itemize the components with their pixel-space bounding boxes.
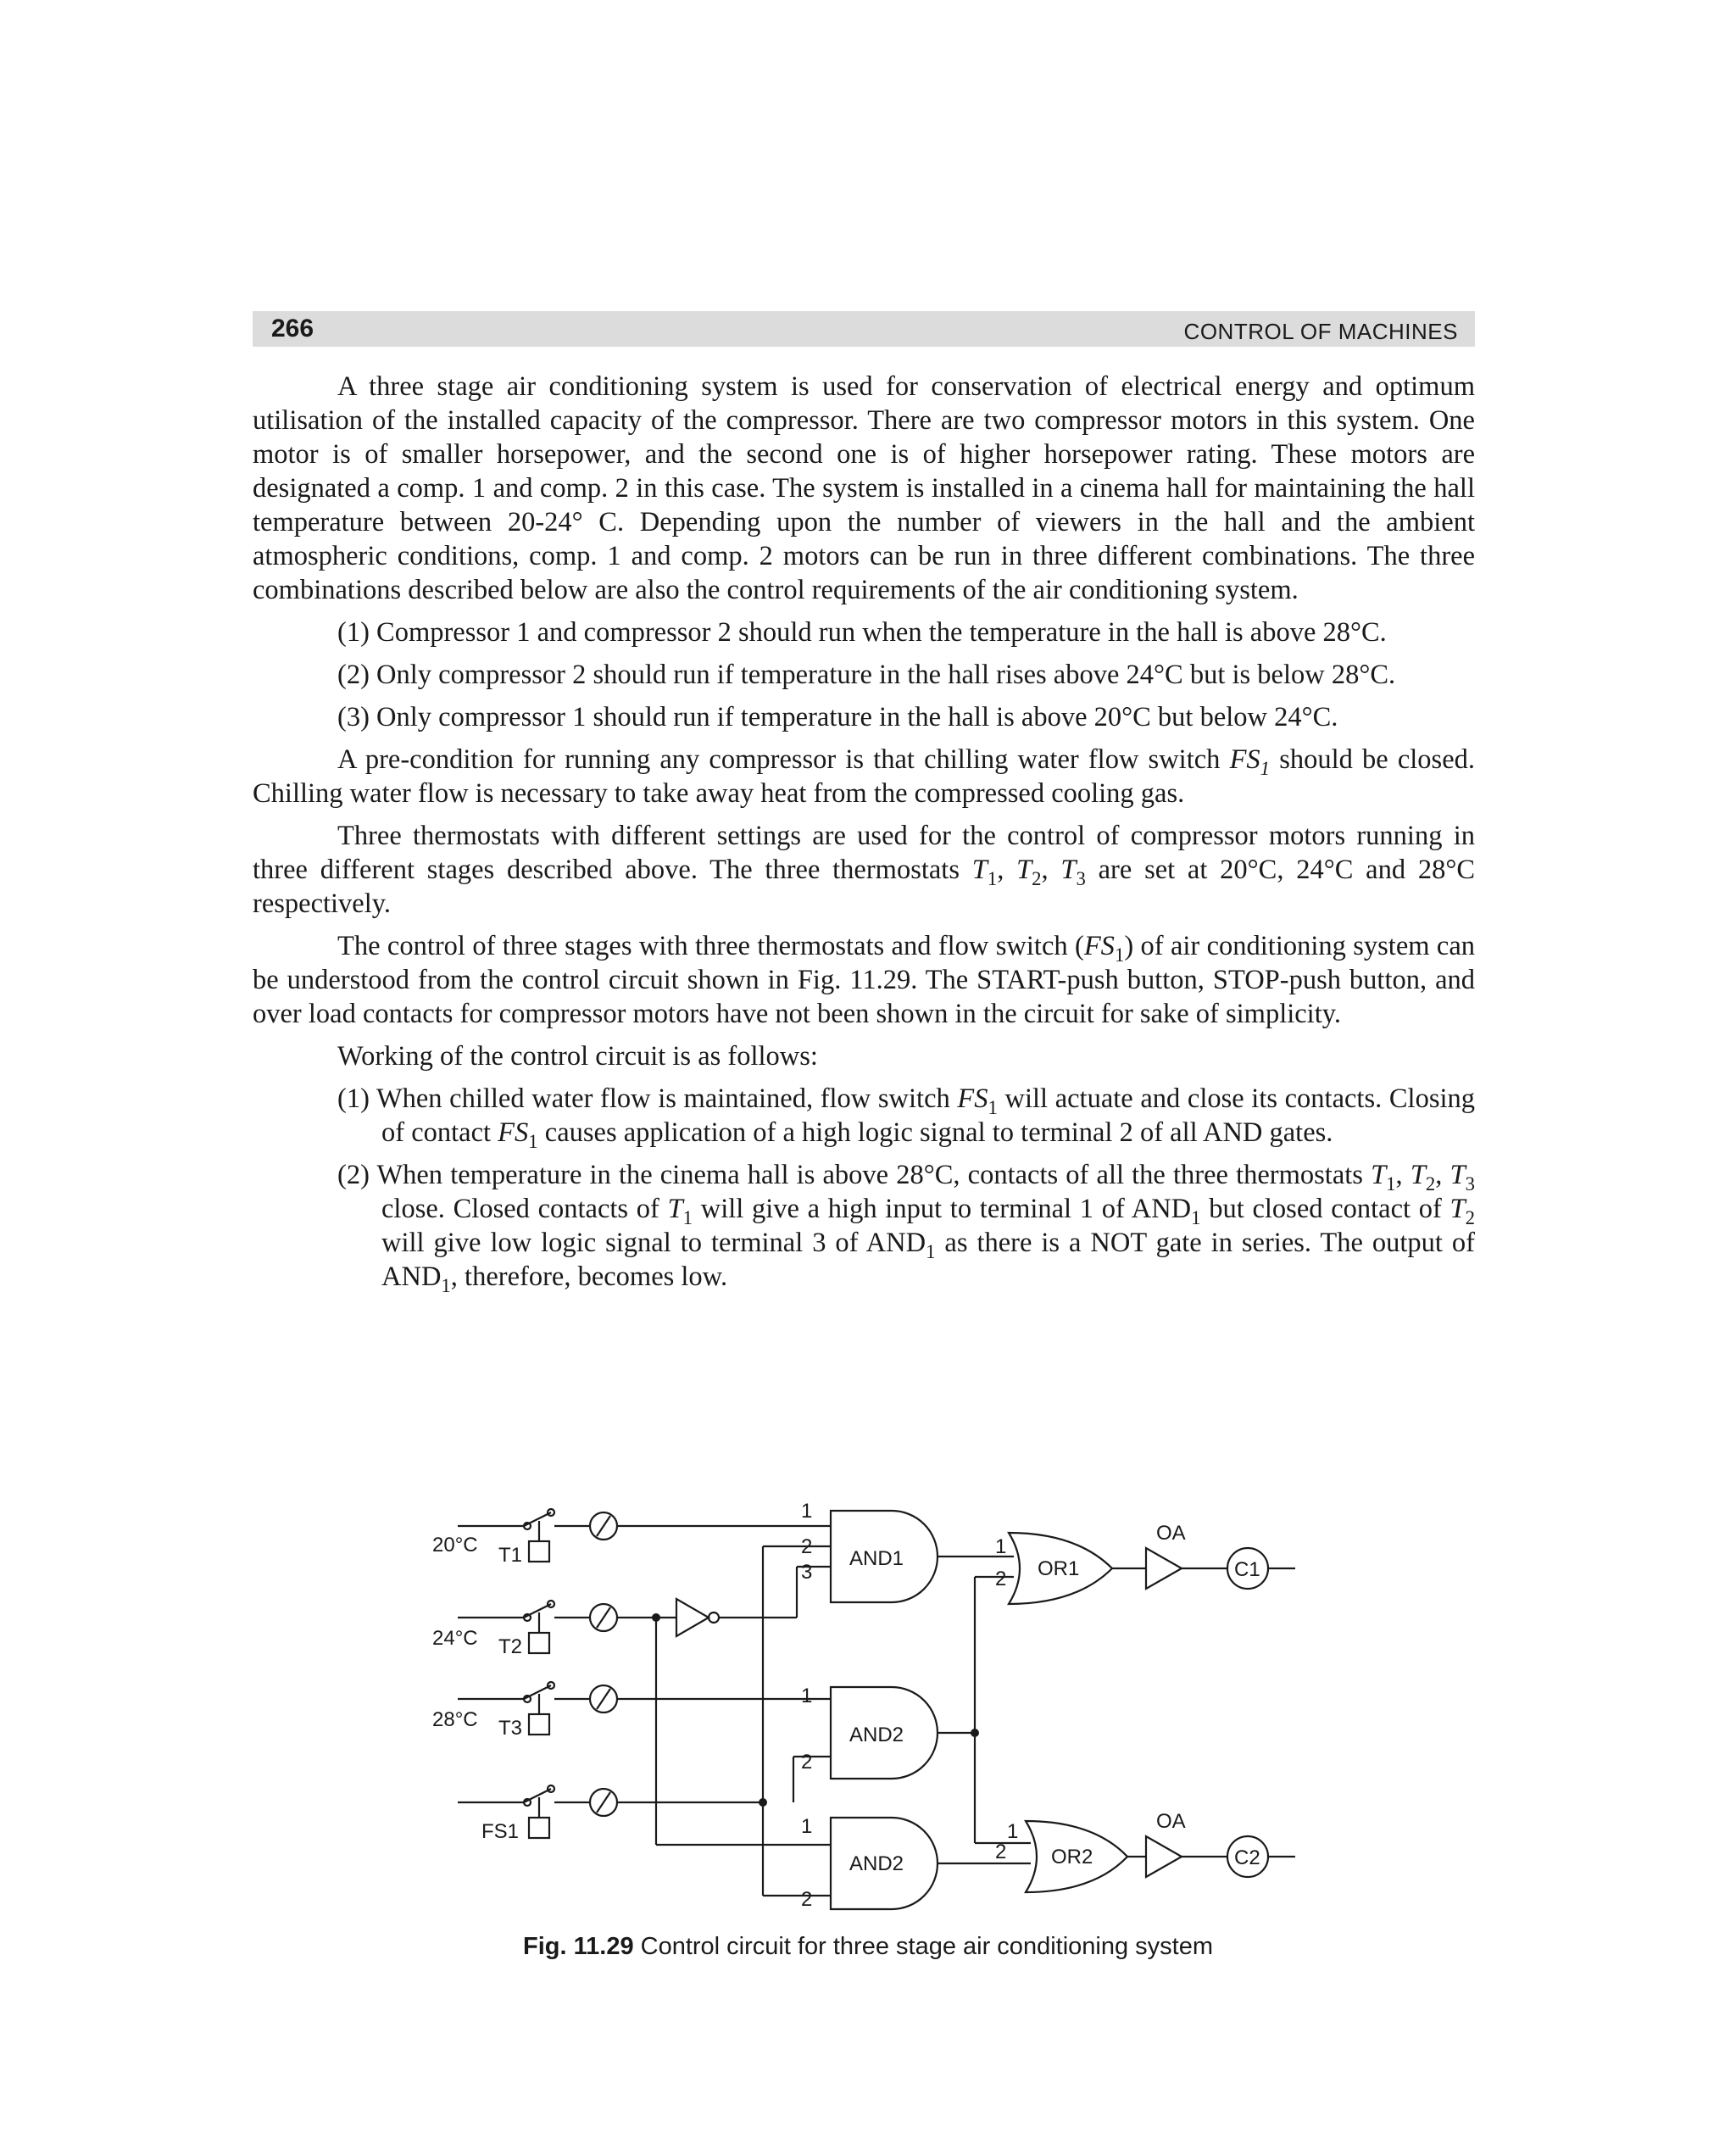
figure-caption	[0, 1933, 1736, 1961]
gate-label: OR1	[1038, 1557, 1080, 1580]
amplifier-label: OA	[1156, 1522, 1186, 1545]
svg-text:2: 2	[801, 1751, 813, 1774]
flow-switch-label: FS1	[481, 1820, 520, 1843]
gate-label: AND2	[849, 1852, 904, 1875]
svg-text:1: 1	[801, 1685, 813, 1707]
gate-label: AND1	[849, 1547, 904, 1570]
circuit-diagram	[415, 1494, 1331, 1969]
gate-label: OR2	[1051, 1846, 1093, 1868]
caption-text: Control circuit for three stage air conditioning system	[640, 1933, 1213, 1960]
page-header	[253, 311, 1475, 347]
body-text	[253, 370, 1475, 1294]
svg-text:1: 1	[801, 1500, 813, 1523]
paragraph: Three thermostats with different settings are used for the control of compressor motors running in three different stages described above. The three thermostats $T_1$, $T_2$, $T_3$ are set at 20°C, 24°C and 28°C respectively.	[253, 821, 1475, 919]
running-head: CONTROL OF MACHINES	[1183, 319, 1458, 344]
thermostat-label: T2	[498, 1635, 523, 1658]
svg-text:1: 1	[995, 1535, 1007, 1558]
requirement-item: (2) Only compressor 2 should run if temperature in the hall rises above 24°C but is below 28°C.	[337, 660, 1396, 690]
working-item: (1) When chilled water flow is maintained, flow switch $FS_1$ will actuate and close its contacts. Closing of contact $FS_1$ causes application of a high logic signal to terminal 2 of all AND gates.	[337, 1083, 1476, 1152]
caption-label: Fig. 11.29	[523, 1933, 634, 1960]
svg-text:3: 3	[801, 1561, 813, 1584]
amplifier-label: OA	[1156, 1810, 1186, 1833]
paragraph: A pre-condition for running any compressor is that chilling water flow switch $FS_1$ should be closed. Chilling water flow is necessary to take away heat from the compressed cooling gas.	[253, 744, 1475, 809]
svg-text:2: 2	[801, 1888, 813, 1911]
temp-label: 24°C	[432, 1627, 478, 1650]
svg-text:2: 2	[995, 1841, 1007, 1863]
svg-text:1: 1	[801, 1815, 813, 1838]
thermostat-label: T1	[498, 1544, 523, 1567]
requirement-item: (3) Only compressor 1 should run if temperature in the hall is above 20°C but below 24°C.	[337, 702, 1338, 732]
paragraph: Working of the control circuit is as follows:	[337, 1041, 818, 1072]
svg-text:1: 1	[1007, 1820, 1019, 1843]
temp-label: 20°C	[432, 1534, 478, 1557]
control-circuit-figure	[415, 1494, 1331, 1969]
thermostat-label: T3	[498, 1717, 523, 1740]
output-label: C2	[1234, 1846, 1260, 1869]
requirement-item: (1) Compressor 1 and compressor 2 should run when the temperature in the hall is above 28°C.	[337, 617, 1387, 648]
output-label: C1	[1234, 1558, 1260, 1581]
svg-text:2: 2	[995, 1568, 1007, 1590]
page-number: 266	[271, 315, 314, 343]
paragraph: A three stage air conditioning system is used for conservation of electrical energy and optimum utilisation of the installed capacity of the compressor. There are two compressor motors in this system. One motor is of smaller horsepower, and the second one is of higher horsepower rating. These motors are designated a comp. 1 and comp. 2 in this case. The system is installed in a cinema hall for maintaining the hall temperature between 20-24° C. Depending upon the number of viewers in the hall and the ambient atmospheric conditions, comp. 1 and comp. 2 motors can be run in three different combinations. The three combinations described below are also the control requirements of the air conditioning system.	[253, 371, 1475, 605]
working-item: (2) When temperature in the cinema hall is above 28°C, contacts of all the three thermostats $T_1$, $T_2$, $T_3$ close. Closed contacts of $T_1$ will give a high input to terminal 1 of $AND_1$ but closed contact of $T_2$ will give low logic signal to terminal 3 of $AND_1$ as there is a NOT gate in series. The output of $AND_1$, therefore, becomes low.	[337, 1160, 1476, 1296]
svg-text:2: 2	[801, 1535, 813, 1558]
temp-label: 28°C	[432, 1708, 478, 1731]
paragraph: The control of three stages with three thermostats and flow switch $(FS_1)$ of air conditioning system can be understood from the control circuit shown in Fig. 11.29. The START-push button, STOP-push button, and over load contacts for compressor motors have not been shown in the circuit for sake of simplicity.	[253, 931, 1475, 1029]
gate-label: AND2	[849, 1724, 904, 1746]
